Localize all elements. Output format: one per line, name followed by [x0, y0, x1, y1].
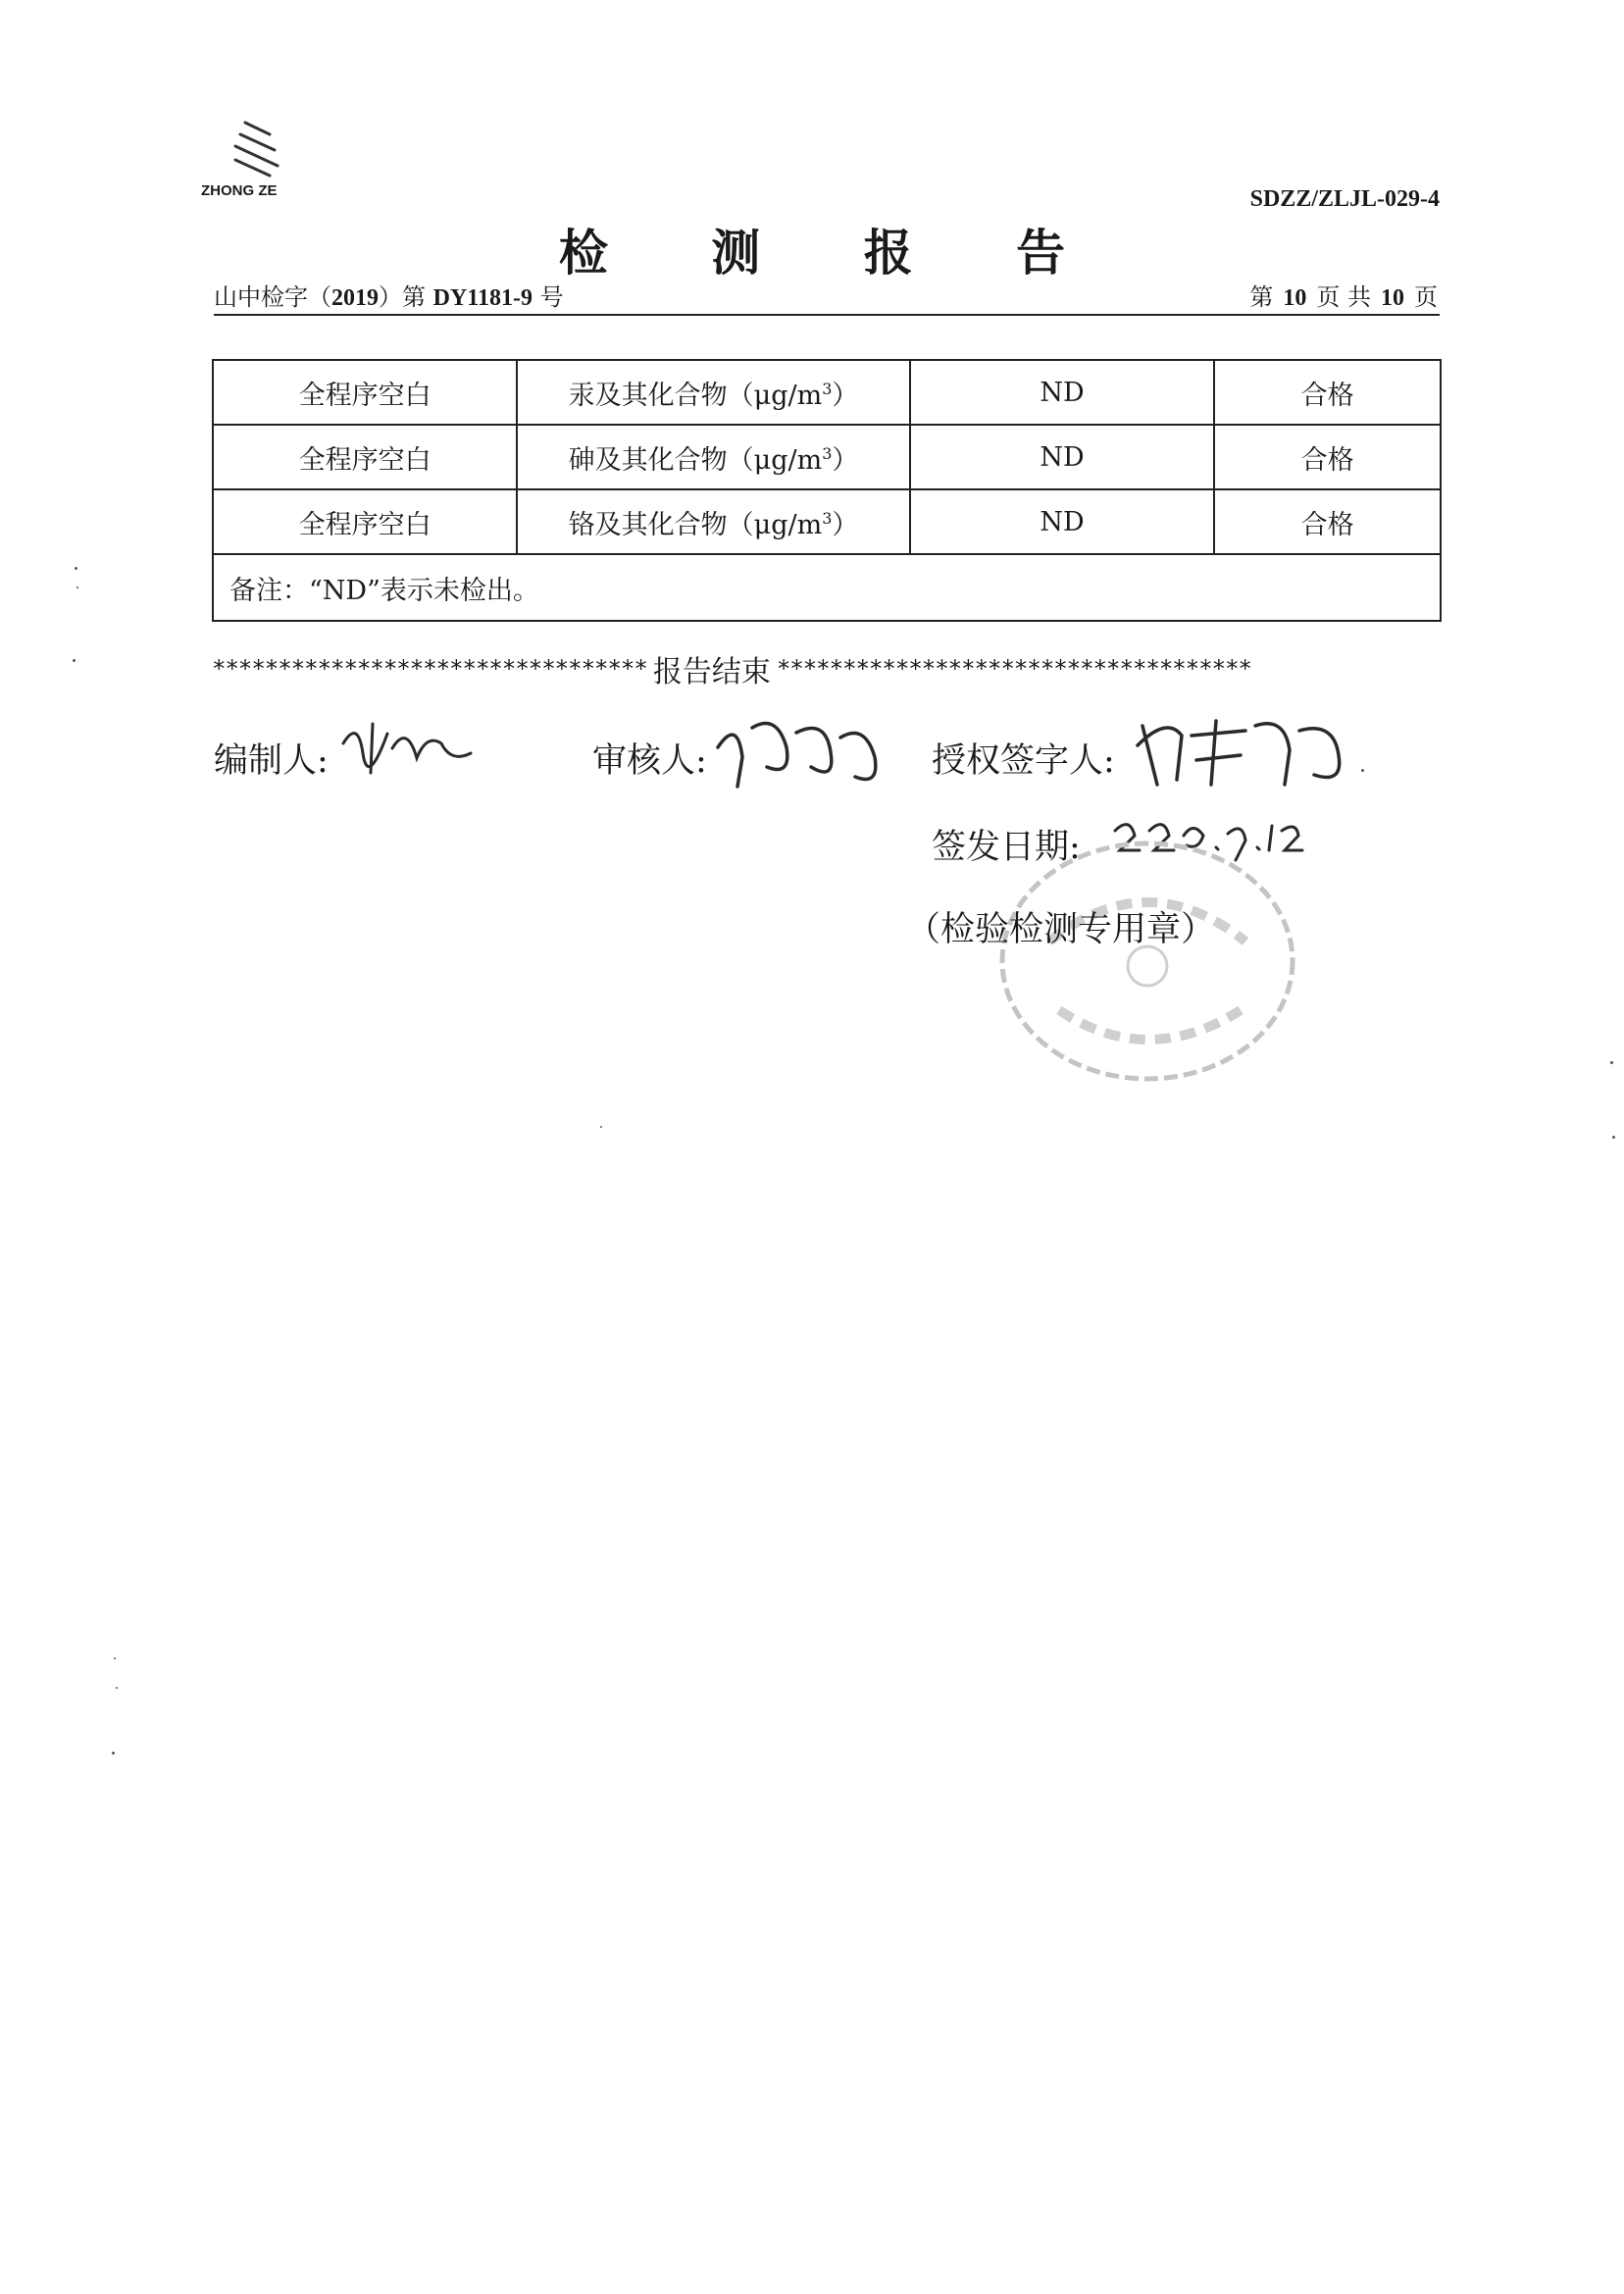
table-note-row — [213, 554, 1441, 621]
unit-superscript: 3 — [822, 443, 833, 463]
scan-speck — [112, 1752, 115, 1755]
unit-superscript: 3 — [822, 379, 833, 398]
scan-speck — [1610, 1061, 1613, 1064]
scan-speck — [75, 567, 77, 570]
table-row — [213, 425, 1441, 489]
document-code: SDZZ/ZLJL-029-4 — [1249, 186, 1440, 212]
report-no-mid: ）第 — [379, 283, 426, 311]
page-indicator — [1249, 278, 1438, 312]
result-cell: ND — [910, 425, 1214, 489]
stars-right: ************************************ — [776, 655, 1251, 683]
reviewer-label: 审核人: — [592, 741, 707, 781]
table-row — [213, 489, 1441, 554]
item-cell — [517, 425, 909, 489]
verdict-cell: 合格 — [1214, 360, 1441, 425]
item-close: ） — [832, 509, 859, 540]
table-row — [213, 360, 1441, 425]
report-no-year: 2019 — [331, 285, 379, 311]
reviewer-signature — [708, 708, 894, 796]
page-current: 10 — [1283, 285, 1307, 311]
report-no-prefix: 山中检字（ — [214, 283, 331, 311]
verdict-cell: 合格 — [1214, 425, 1441, 489]
report-end-label: 报告结束 — [652, 655, 771, 689]
scan-speck — [116, 1687, 118, 1689]
report-no-code: DY1181-9 — [432, 285, 533, 311]
authorized-signer-label: 授权签字人: — [932, 741, 1115, 781]
report-number — [214, 278, 564, 312]
item-cell — [517, 489, 909, 554]
compiler-signature — [333, 714, 481, 783]
page-title: 检 测 报 告 — [558, 224, 1109, 281]
scan-speck — [76, 586, 78, 588]
sample-cell: 全程序空白 — [213, 425, 517, 489]
item-text: 铬及其化合物（μg/m — [568, 509, 823, 540]
header-divider — [214, 314, 1440, 316]
results-table — [212, 359, 1442, 622]
sample-cell: 全程序空白 — [213, 489, 517, 554]
seal-caption: （检验检测专用章） — [906, 910, 1216, 949]
authorized-signature — [1128, 706, 1363, 794]
verdict-cell: 合格 — [1214, 489, 1441, 554]
logo-text: ZHONG ZE — [201, 182, 278, 199]
scan-speck — [1361, 769, 1364, 772]
result-cell: ND — [910, 489, 1214, 554]
official-seal — [990, 834, 1304, 1098]
unit-superscript: 3 — [822, 508, 833, 528]
issue-date-label: 签发日期: — [932, 828, 1081, 867]
scan-speck — [114, 1657, 116, 1659]
page-mid: 页 共 — [1316, 283, 1371, 311]
report-no-suffix: 号 — [539, 283, 564, 311]
page-prefix: 第 — [1249, 283, 1274, 311]
result-cell: ND — [910, 360, 1214, 425]
page-total: 10 — [1381, 285, 1404, 311]
scan-speck — [1612, 1136, 1615, 1139]
item-close: ） — [832, 380, 859, 411]
sample-cell: 全程序空白 — [213, 360, 517, 425]
table-note: 备注：“ND”表示未检出。 — [213, 554, 1441, 621]
item-cell — [517, 360, 909, 425]
report-end-line — [212, 647, 1442, 690]
page-suffix: 页 — [1414, 283, 1438, 311]
stars-left: ********************************* — [212, 655, 647, 683]
item-text: 砷及其化合物（μg/m — [568, 444, 823, 476]
item-close: ） — [832, 444, 859, 476]
scan-speck — [600, 1126, 602, 1128]
item-text: 汞及其化合物（μg/m — [568, 380, 823, 411]
compiler-label: 编制人: — [214, 741, 329, 781]
scan-speck — [73, 659, 76, 662]
